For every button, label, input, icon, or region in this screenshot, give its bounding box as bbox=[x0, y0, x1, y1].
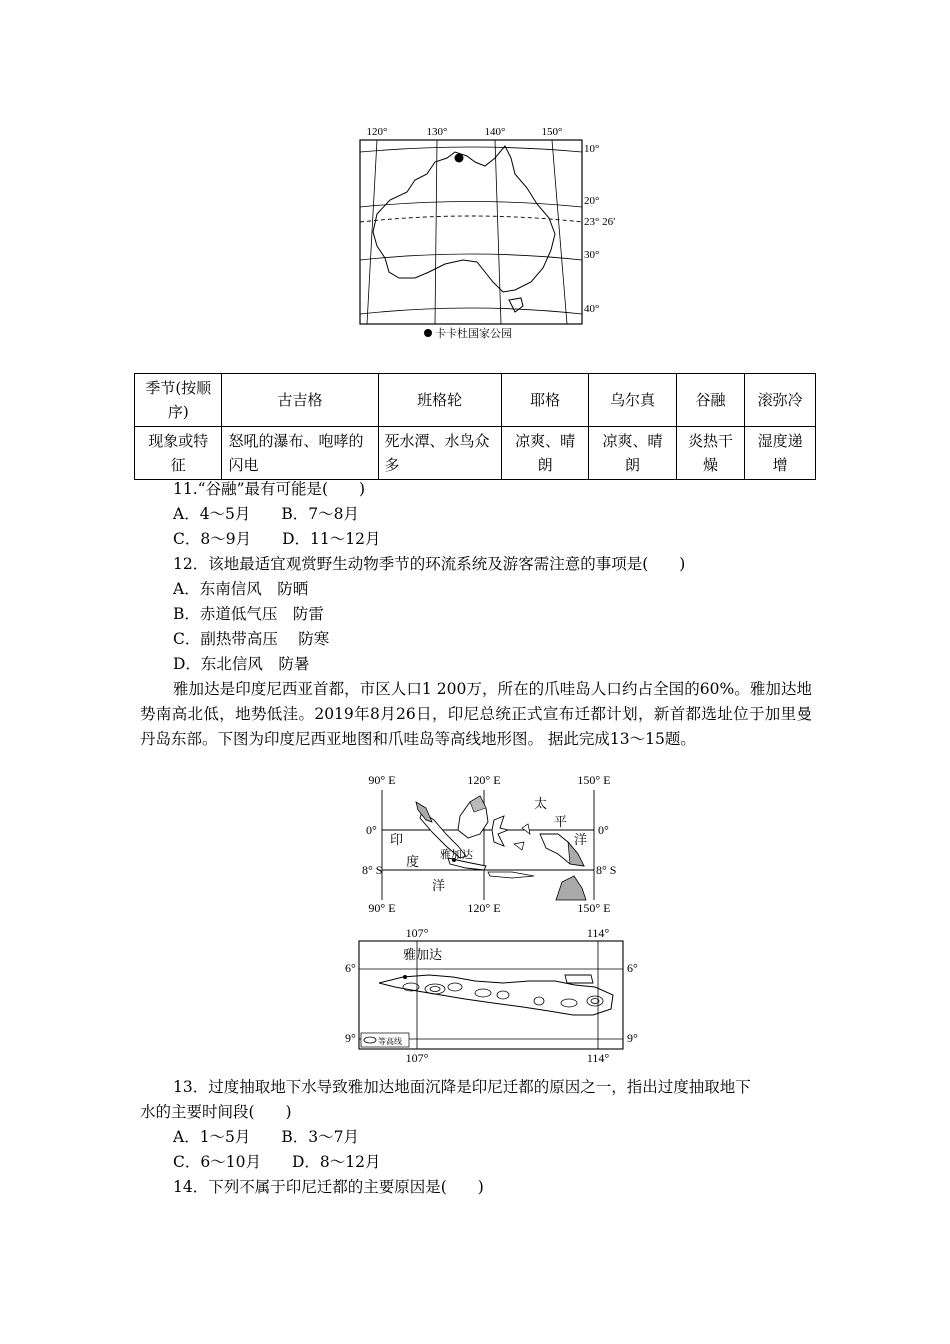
city-label: 雅加达 bbox=[403, 947, 443, 962]
lat-label: 23° 26′ bbox=[584, 216, 616, 228]
question-12-option-a: A．东南信风 防晒 bbox=[173, 580, 309, 598]
table-row bbox=[135, 374, 816, 427]
question-13-options-cd: C．6～10月 D．8～12月 bbox=[173, 1153, 381, 1171]
lat-label: 20° bbox=[584, 195, 600, 207]
table-cell: 班格轮 bbox=[378, 374, 501, 427]
table-cell: 谷融 bbox=[676, 374, 745, 427]
lat-label: 6° bbox=[345, 961, 356, 975]
city-label: 雅加达 bbox=[440, 849, 473, 861]
passage-text: 雅加达是印度尼西亚首都，市区人口1 200万，所在的爪哇岛人口约占全国的60%。雅加达地势南高北低，地势低洼。2019年8月26日，印尼总统正式宣布迁都计划，新首都选址位于加里曼丹岛东部。下图为印度尼西亚地图和爪哇岛等高线地形图。 据此完成13～15题。 bbox=[140, 680, 812, 748]
lat-label: 8° S bbox=[596, 863, 617, 877]
question-12-option-b: B．赤道低气压 防雷 bbox=[173, 605, 324, 623]
legend-dot-icon bbox=[424, 329, 432, 337]
question-11-stem: 11.“谷融”最有可能是( ) bbox=[173, 480, 366, 498]
lon-label: 120° bbox=[366, 126, 388, 138]
question-12-option-c: C．副热带高压 防寒 bbox=[173, 630, 330, 648]
australia-map bbox=[355, 122, 616, 342]
table-cell: 耶格 bbox=[501, 374, 588, 427]
ocean-label: 平 bbox=[554, 814, 568, 829]
question-11-options-cd: C．8～9月 D．11～12月 bbox=[173, 530, 381, 548]
map-legend: 等高线 bbox=[378, 1037, 402, 1046]
lat-label: 0° bbox=[598, 823, 609, 837]
table-cell: 乌尔真 bbox=[589, 374, 676, 427]
lon-label: 114° bbox=[586, 926, 610, 940]
lon-label: 114° bbox=[586, 1051, 610, 1065]
question-12-option-d: D．东北信风 防暑 bbox=[173, 655, 310, 673]
lat-label: 6° bbox=[627, 961, 638, 975]
ocean-label: 洋 bbox=[574, 832, 588, 847]
lat-label: 40° bbox=[584, 303, 600, 315]
table-cell: 湿度递增 bbox=[745, 427, 816, 480]
lon-label: 90° E bbox=[368, 773, 396, 787]
table-cell: 怒吼的瀑布、咆哮的闪电 bbox=[222, 427, 378, 480]
question-12-stem: 12．该地最适宜观赏野生动物季节的环流系统及游客需注意的事项是( ) bbox=[173, 555, 686, 573]
lon-label: 150° E bbox=[577, 773, 611, 787]
table-cell: 古吉格 bbox=[222, 374, 378, 427]
lon-label: 130° bbox=[426, 126, 448, 138]
indonesia-map bbox=[362, 772, 622, 918]
lon-label: 140° bbox=[484, 126, 506, 138]
table-cell: 凉爽、晴朗 bbox=[501, 427, 588, 480]
lon-label: 107° bbox=[405, 926, 429, 940]
lon-label: 150° bbox=[541, 126, 563, 138]
ocean-label: 太 bbox=[534, 796, 548, 811]
lat-label: 10° bbox=[584, 143, 600, 155]
question-13-options-ab: A．1～5月 B．3～7月 bbox=[173, 1128, 360, 1146]
lon-label: 150° E bbox=[577, 901, 611, 915]
table-cell: 滚弥冷 bbox=[745, 374, 816, 427]
lat-label: 0° bbox=[366, 823, 377, 837]
lat-label: 9° bbox=[627, 1031, 638, 1045]
lon-label: 120° E bbox=[467, 773, 501, 787]
ocean-label: 洋 bbox=[432, 878, 446, 893]
lat-label: 30° bbox=[584, 249, 600, 261]
lat-label: 9° bbox=[345, 1031, 356, 1045]
question-11-options-ab: A．4～5月 B．7～8月 bbox=[173, 505, 360, 523]
java-contour-map bbox=[343, 925, 643, 1067]
table-cell: 炎热干燥 bbox=[676, 427, 745, 480]
question-13-stem: 13．过度抽取地下水导致雅加达地面沉降是印尼迁都的原因之一，指出过度抽取地下 bbox=[173, 1078, 751, 1096]
lon-label: 107° bbox=[405, 1051, 429, 1065]
lon-label: 120° E bbox=[467, 901, 501, 915]
table-cell: 凉爽、晴朗 bbox=[589, 427, 676, 480]
question-14-stem: 14．下列不属于印尼迁都的主要原因是( ) bbox=[173, 1178, 484, 1196]
question-13-stem-cont: 水的主要时间段( ) bbox=[140, 1103, 292, 1121]
lon-label: 90° E bbox=[368, 901, 396, 915]
ocean-label: 印 bbox=[390, 832, 404, 847]
table-row bbox=[135, 427, 816, 480]
map-legend: 卡卡杜国家公园 bbox=[435, 328, 512, 340]
ocean-label: 度 bbox=[406, 854, 420, 869]
season-table bbox=[134, 373, 816, 480]
lat-label: 8° S bbox=[362, 863, 383, 877]
table-cell: 死水潭、水鸟众多 bbox=[378, 427, 501, 480]
kakadu-marker bbox=[455, 154, 464, 163]
table-cell: 现象或特征 bbox=[135, 427, 222, 480]
table-cell: 季节(按顺序) bbox=[135, 374, 222, 427]
